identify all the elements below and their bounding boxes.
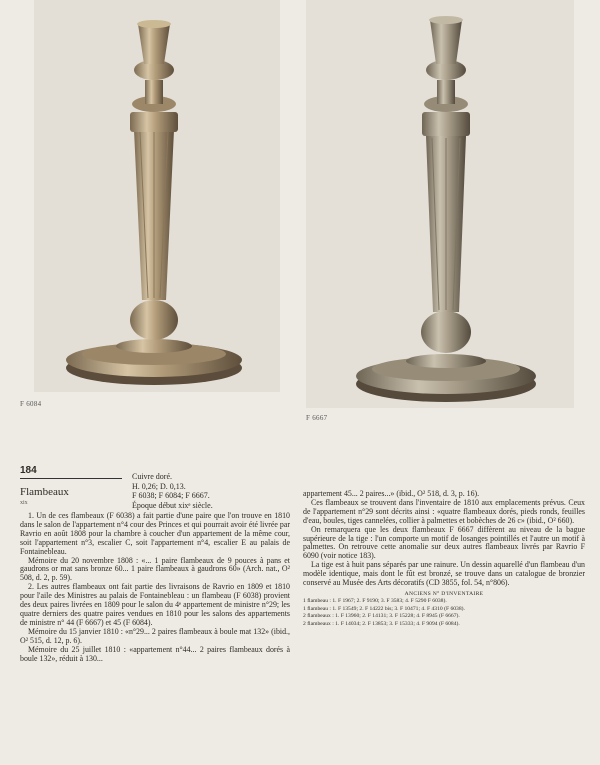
inventory-line: 2 flambeaux : 1. F 13960; 2. F 14131; 3. F 15228; 4. F 8945 (F 6667). [303,613,460,620]
entry-title: Flambeaux [20,486,69,498]
page-number: 184 [20,465,37,476]
paragraph: Mémoire du 20 novembre 1808 : «... 1 paire flambeaux de 9 pouces à pans et gaudrons or mat sans bronze 60... 1 paire flambeaux à gaudrons 60» (Arch. nat., O² 508, d. 2, p. 59). [20,555,290,583]
paragraph: La tige est à huit pans séparés par une rainure. Un dessin aquarellé d'un flambeau d'un modèle identique, mais dont le fût est bronzé, se trouve dans un catalogue de bronzier conservé au Musée des Arts décoratifs (CD 3855, fol. 54, n°806). [303,560,585,588]
paragraph: 2. Les autres flambeaux ont fait partie des livraisons de Ravrio en 1809 et 1810 pour l'aile des Ministres au palais de Fontainebleau : un flambeau (F 6038) provient des deux paires livrées en 1809 pour le salon du 4ᵉ appartement de ministre n°29; les quatre derniers des quatre paires vendues en 1810 pour les salons des appartements de ministre n° 44 (F 6667) et 45 (F 6084). [20,582,290,627]
inventory-line: 2 flambeaux : 1. F 14034; 2. F 13853; 3. F 15333; 4. F 9094 (F 6084). [303,620,460,627]
spec-material: Cuivre doré. [132,472,172,481]
paragraph: appartement 45... 2 paires...» (ibid., O² 518, d. 3, p. 16). [303,489,480,498]
spec-inventory-numbers: F 6038; F 6084; F 6667. [132,491,210,501]
entry-subtitle: xix [20,500,28,506]
paragraph: Mémoire du 25 juillet 1810 : «appartement n°44... 2 paires flambeaux dorés à boule 132», réduit à 130... [20,644,290,663]
paragraph: Ces flambeaux se trouvent dans l'inventaire de 1810 aux emplacements prévus. Ceux de l'appartement n°29 sont décrits ainsi : «quatre flambeaux dorés, pieds ronds, feuilles d'eau, boules, tiges cannelées, collier à palmettes et bobèches de 26 c» (ibid., O² 660). [303,497,585,525]
entry-specs [132,472,213,510]
inventory-list [303,591,585,629]
header-rule [20,478,122,479]
photo-caption-right: F 6667 [306,414,328,422]
candlestick-right-illustration [306,0,574,408]
spec-dimensions: H. 0,26; D. 0,13. [132,481,186,491]
paragraph: Mémoire du 15 janvier 1810 : «n°29... 2 paires flambeaux à boule mat 132» (ibid., O² 515, d. 12, p. 6). [20,626,290,645]
inventory-line: 1 flambeau : 1. F 1967; 2. F 9190; 3. F 3583; 4. F 5290 F 6038). [303,598,447,605]
photo-candlestick-right [306,0,574,408]
inventory-line: 1 flambeau : 1. F 13549; 2. F 14222 bis; 3. F 10471; 4. F 4310 (F 6038). [303,605,465,612]
inventory-heading: ANCIENS N° D'INVENTAIRE [404,590,484,597]
text-column-right [303,490,585,628]
paragraph: 1. Un de ces flambeaux (F 6038) a fait partie d'une paire que l'on trouve en 1810 dans le salon de l'appartement n°4 cour des Princes et qui pourrait avoir été livrée par Ravrio en août 1808 pour la chambre à coucher d'un appartement de la même cour, soit l'appartement n°3, escalier C, soit l'appartement n°4, escalier E au palais de Fontainebleau. [20,511,290,556]
photo-caption-left: F 6084 [20,400,42,408]
text-column-left [20,512,290,663]
photo-candlestick-left [34,0,280,392]
candlestick-left-illustration [34,0,280,392]
spec-period: Époque début xixᵉ siècle. [132,500,213,510]
paragraph: On remarquera que les deux flambeaux F 6667 diffèrent au niveau de la bague supérieure de la tige : l'un comporte un motif de losanges pointillés et l'autre un motif à palmettes. On retrouve cette anomalie sur deux autres flambeaux livrés par Ravrio F 6090 (voir notice 183). [303,524,585,561]
